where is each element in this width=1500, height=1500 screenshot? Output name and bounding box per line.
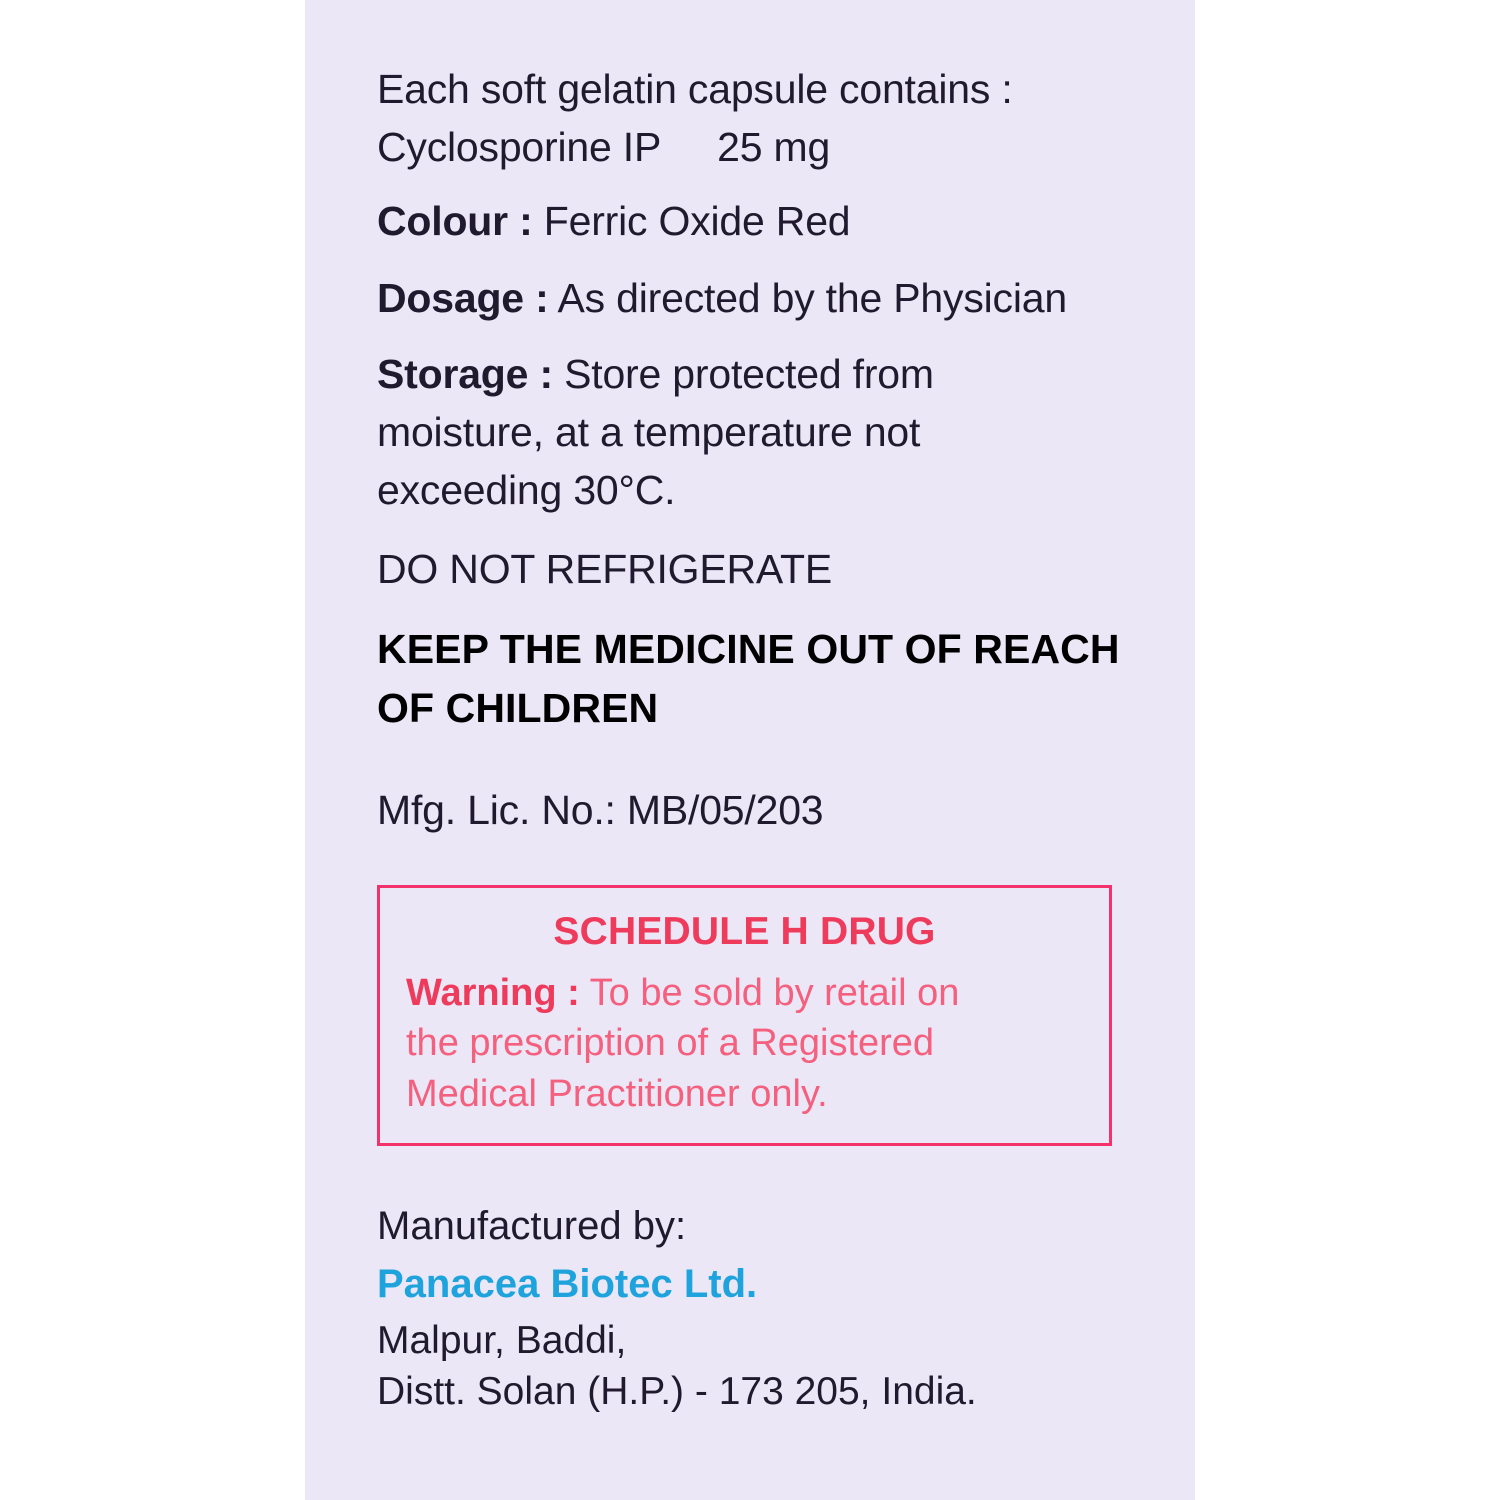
colour-value: Ferric Oxide Red (543, 198, 851, 245)
schedule-h-warning-box (377, 885, 1112, 1147)
do-not-refrigerate-text: DO NOT REFRIGERATE (377, 545, 833, 592)
medicine-carton-label-panel (305, 0, 1195, 1500)
colour-label: Colour : (377, 198, 533, 245)
manufactured-by-label: Manufactured by: (377, 1204, 687, 1249)
composition-section (377, 60, 1147, 176)
warning-line-2: the prescription of a Registered (406, 1022, 935, 1065)
keep-out-of-reach-line-1: KEEP THE MEDICINE OUT OF REACH (377, 625, 1120, 672)
storage-label: Storage : (377, 350, 553, 397)
ingredient-name: Cyclosporine IP (377, 124, 662, 171)
warning-label: Warning : (406, 971, 580, 1014)
storage-section (377, 345, 1147, 520)
manufacturer-section (377, 1200, 1147, 1417)
ingredient-strength: 25 mg (717, 124, 831, 171)
storage-value-line-3: exceeding 30°C. (377, 467, 676, 514)
dosage-label: Dosage : (377, 274, 549, 321)
label-content (377, 60, 1147, 1418)
manufacturer-name: Panacea Biotec Ltd. (377, 1262, 758, 1307)
keep-out-of-reach-line-2: OF CHILDREN (377, 685, 659, 732)
schedule-h-heading: SCHEDULE H DRUG (553, 909, 936, 953)
dosage-value: As directed by the Physician (557, 274, 1067, 321)
warning-text-block (406, 968, 1083, 1120)
keep-out-of-reach-section (377, 620, 1147, 739)
storage-value-line-2: moisture, at a temperature not (377, 409, 921, 456)
colour-section (377, 192, 1147, 250)
composition-heading: Each soft gelatin capsule contains : (377, 66, 1013, 112)
ingredient-spacer (661, 124, 717, 170)
warning-line-3: Medical Practitioner only. (406, 1072, 828, 1115)
warning-line-1 (406, 968, 1083, 1019)
composition-ingredient-row (377, 118, 1147, 176)
storage-value-line-1: Store protected from (564, 350, 934, 397)
warning-line-1-text: To be sold by retail on (579, 971, 960, 1014)
manufacturer-address-line-2: Distt. Solan (H.P.) - 173 205, India. (377, 1370, 977, 1414)
manufacturer-address-line-1: Malpur, Baddi, (377, 1319, 627, 1363)
mfg-licence-number: Mfg. Lic. No.: MB/05/203 (377, 786, 824, 833)
dosage-section (377, 269, 1147, 327)
